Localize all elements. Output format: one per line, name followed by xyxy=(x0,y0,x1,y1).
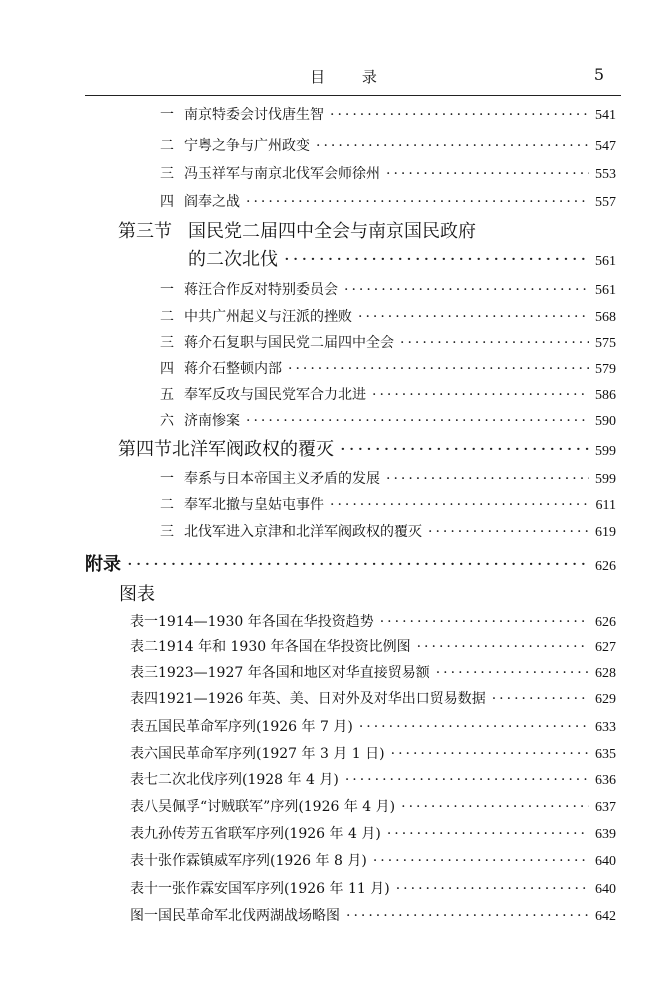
toc-entry[interactable] xyxy=(160,332,616,352)
table-entry[interactable] xyxy=(130,611,616,631)
dot-leader xyxy=(345,772,589,788)
dot-leader xyxy=(246,413,589,429)
entry-number: 三 xyxy=(160,335,174,351)
entry-title: 奉军反攻与国民党军合力北进 xyxy=(184,387,366,403)
table-entry[interactable] xyxy=(130,769,616,789)
toc-entry[interactable] xyxy=(160,135,616,155)
table-number: 表六 xyxy=(130,746,158,762)
table-title: 1921—1926 年英、美、日对外及对华出口贸易数据 xyxy=(158,691,486,707)
entry-title: 蒋汪合作反对特别委员会 xyxy=(184,282,338,298)
toc-entry[interactable] xyxy=(160,191,616,211)
table-number: 表七 xyxy=(130,772,158,788)
toc-entry[interactable] xyxy=(160,521,616,541)
entry-page: 568 xyxy=(595,310,616,325)
entry-number: 四 xyxy=(160,194,174,210)
figure-page: 642 xyxy=(595,909,616,924)
appendix-page: 626 xyxy=(595,559,616,574)
dot-leader xyxy=(401,799,589,815)
table-number: 表十一 xyxy=(130,881,172,897)
table-page: 626 xyxy=(595,615,616,630)
toc-entry[interactable] xyxy=(160,410,616,430)
section-title: 北洋军阀政权的覆灭 xyxy=(172,439,334,460)
table-number: 表四 xyxy=(130,691,158,707)
section-page: 561 xyxy=(595,254,616,269)
entry-number: 三 xyxy=(160,524,174,540)
entry-number: 一 xyxy=(160,107,174,123)
table-number: 表一 xyxy=(130,614,158,630)
entry-number: 一 xyxy=(160,282,174,298)
table-number: 表二 xyxy=(130,639,158,655)
table-page: 640 xyxy=(595,854,616,869)
table-title: 张作霖安国军序列(1926 年 11 月) xyxy=(172,881,390,897)
entry-page: 575 xyxy=(595,336,616,351)
section-heading-continued[interactable] xyxy=(188,245,616,271)
dot-leader xyxy=(340,439,589,460)
figure-number: 图一 xyxy=(130,908,158,924)
entry-page: 590 xyxy=(595,414,616,429)
dot-leader xyxy=(428,524,589,540)
table-title: 二次北伐序列(1928 年 4 月) xyxy=(158,772,339,788)
page-number: 5 xyxy=(593,65,604,84)
figure-entry[interactable] xyxy=(130,905,616,925)
entry-page: 599 xyxy=(595,472,616,487)
entry-number: 二 xyxy=(160,497,174,513)
entry-number: 二 xyxy=(160,309,174,325)
dot-leader xyxy=(330,497,590,513)
section-heading[interactable] xyxy=(118,217,616,243)
entry-number: 五 xyxy=(160,387,174,403)
table-entry[interactable] xyxy=(130,636,616,656)
toc-entry[interactable] xyxy=(160,358,616,378)
entry-title: 济南惨案 xyxy=(184,413,240,429)
entry-page: 619 xyxy=(595,525,616,540)
toc-entry[interactable] xyxy=(160,494,616,514)
table-entry[interactable] xyxy=(130,850,616,870)
section-title: 国民党二届四中全会与南京国民政府 xyxy=(188,221,476,242)
toc-entry[interactable] xyxy=(160,306,616,326)
table-title: 1914 年和 1930 年各国在华投资比例图 xyxy=(158,639,411,655)
dot-leader xyxy=(344,282,589,298)
dot-leader xyxy=(358,309,589,325)
dot-leader xyxy=(246,194,589,210)
table-page: 637 xyxy=(595,800,616,815)
entry-page: 547 xyxy=(595,139,616,154)
toc-entry[interactable] xyxy=(160,468,616,488)
entry-title: 宁粤之争与广州政变 xyxy=(184,138,310,154)
toc-entry[interactable] xyxy=(160,279,616,299)
figures-heading: 图表 xyxy=(119,584,155,605)
table-entry[interactable] xyxy=(130,823,616,843)
appendix-label-part2: 录 xyxy=(103,554,121,575)
entry-title: 阎奉之战 xyxy=(184,194,240,210)
entry-number: 六 xyxy=(160,413,174,429)
table-number: 表十 xyxy=(130,853,158,869)
entry-page: 541 xyxy=(595,108,616,123)
table-page: 640 xyxy=(595,882,616,897)
entry-title: 中共广州起义与汪派的挫败 xyxy=(184,309,352,325)
dot-leader xyxy=(284,249,589,270)
dot-leader xyxy=(288,361,589,377)
entry-page: 611 xyxy=(595,498,616,513)
entry-title: 冯玉祥军与南京北伐军会师徐州 xyxy=(184,166,380,182)
page-header xyxy=(85,62,618,94)
toc-entry[interactable] xyxy=(160,384,616,404)
section-number: 第四节 xyxy=(118,439,172,460)
table-page: 627 xyxy=(595,640,616,655)
table-entry[interactable] xyxy=(130,878,616,898)
dot-leader xyxy=(346,908,589,924)
toc-entry[interactable] xyxy=(160,104,616,124)
entry-title: 蒋介石整顿内部 xyxy=(184,361,282,377)
dot-leader xyxy=(373,853,589,869)
table-page: 633 xyxy=(595,720,616,735)
figure-title: 国民革命军北伐两湖战场略图 xyxy=(158,908,340,924)
dot-leader xyxy=(492,691,589,707)
entry-title: 北伐军进入京津和北洋军阀政权的覆灭 xyxy=(184,524,422,540)
dot-leader xyxy=(316,138,589,154)
table-title: 国民革命军序列(1926 年 7 月) xyxy=(158,719,353,735)
entry-page: 561 xyxy=(595,283,616,298)
table-entry[interactable] xyxy=(130,716,616,736)
table-page: 635 xyxy=(595,747,616,762)
appendix-heading[interactable] xyxy=(85,550,616,576)
table-page: 639 xyxy=(595,827,616,842)
table-number: 表五 xyxy=(130,719,158,735)
table-page: 628 xyxy=(595,666,616,681)
table-entry[interactable] xyxy=(130,688,616,708)
table-title: 吴佩孚“讨贼联军”序列(1926 年 4 月) xyxy=(158,799,396,815)
table-number: 表九 xyxy=(130,826,158,842)
table-page: 636 xyxy=(595,773,616,788)
dot-leader xyxy=(386,471,589,487)
table-number: 表三 xyxy=(130,665,158,681)
dot-leader xyxy=(127,554,589,575)
section-page: 599 xyxy=(595,444,616,459)
entry-title: 奉军北撤与皇姑屯事件 xyxy=(184,497,324,513)
toc-entry[interactable] xyxy=(160,163,616,183)
entry-page: 579 xyxy=(595,362,616,377)
section-number: 第三节 xyxy=(118,221,172,242)
dot-leader xyxy=(396,881,589,897)
entry-page: 586 xyxy=(595,388,616,403)
dot-leader xyxy=(391,746,589,762)
table-title: 国民革命军序列(1927 年 3 月 1 日) xyxy=(158,746,385,762)
table-title: 1923—1927 年各国和地区对华直接贸易额 xyxy=(158,665,430,681)
table-title: 张作霖镇威军序列(1926 年 8 月) xyxy=(158,853,367,869)
table-entry[interactable] xyxy=(130,796,616,816)
running-title: 目 录 xyxy=(310,68,393,86)
entry-number: 二 xyxy=(160,138,174,154)
dot-leader xyxy=(372,387,589,403)
entry-number: 一 xyxy=(160,471,174,487)
entry-page: 557 xyxy=(595,195,616,210)
table-title: 孙传芳五省联军序列(1926 年 4 月) xyxy=(158,826,381,842)
entry-title: 蒋介石复职与国民党二届四中全会 xyxy=(184,335,394,351)
entry-page: 553 xyxy=(595,167,616,182)
dot-leader xyxy=(436,665,589,681)
dot-leader xyxy=(387,826,589,842)
entry-number: 四 xyxy=(160,361,174,377)
table-title: 1914—1930 年各国在华投资趋势 xyxy=(158,614,374,630)
section-title: 的二次北伐 xyxy=(188,249,278,270)
table-entry[interactable] xyxy=(130,743,616,763)
dot-leader xyxy=(330,107,589,123)
dot-leader xyxy=(417,639,589,655)
entry-title: 南京特委会讨伐唐生智 xyxy=(184,107,324,123)
entry-number: 三 xyxy=(160,166,174,182)
header-divider xyxy=(85,95,621,96)
table-entry[interactable] xyxy=(130,662,616,682)
table-number: 表八 xyxy=(130,799,158,815)
dot-leader xyxy=(359,719,589,735)
dot-leader xyxy=(400,335,589,351)
dot-leader xyxy=(386,166,589,182)
section-heading[interactable] xyxy=(118,435,616,461)
table-page: 629 xyxy=(595,692,616,707)
entry-title: 奉系与日本帝国主义矛盾的发展 xyxy=(184,471,380,487)
appendix-label-part1: 附 xyxy=(85,554,103,575)
dot-leader xyxy=(380,614,589,630)
